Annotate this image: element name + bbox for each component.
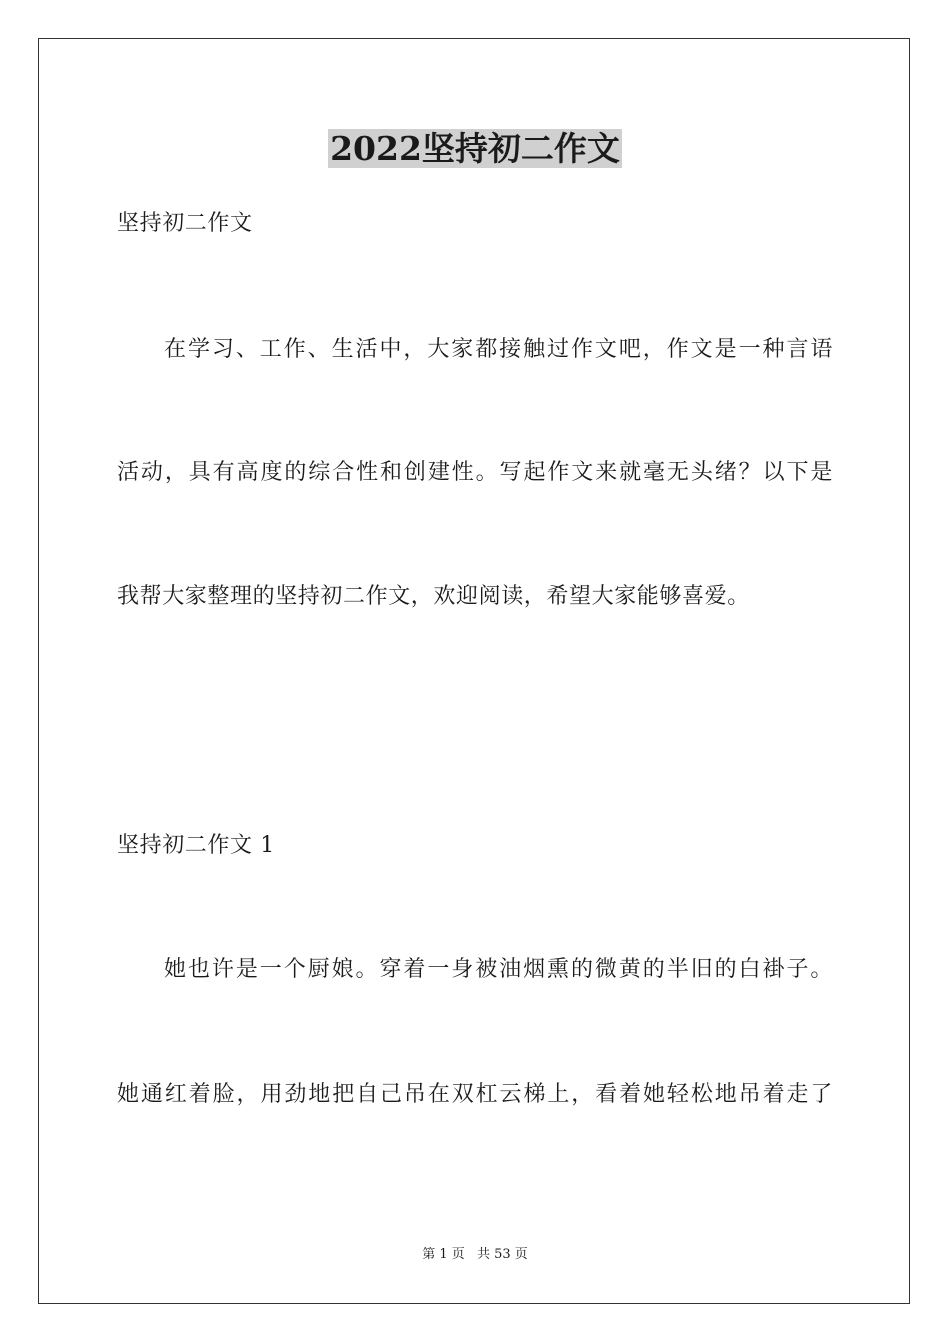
document-subtitle: 坚持初二作文 [117, 211, 253, 236]
page-total: 共 53 页 [476, 1247, 528, 1262]
intro-line-2: 活动，具有高度的综合性和创建性。写起作文来就毫无头绪？以下是 [117, 460, 833, 485]
section-line-2: 她通红着脸，用劲地把自己吊在双杠云梯上，看着她轻松地吊着走了 [117, 1082, 833, 1107]
intro-line-3: 我帮大家整理的坚持初二作文，欢迎阅读，希望大家能够喜爱。 [117, 584, 750, 609]
section-line-1: 她也许是一个厨娘。穿着一身被油烟熏的微黄的半旧的白褂子。 [164, 957, 833, 982]
section-heading: 坚持初二作文 1 [117, 833, 275, 858]
page-number: 第 1 页 [422, 1247, 465, 1262]
document-title-text: 2022坚持初二作文 [330, 129, 620, 168]
intro-line-1: 在学习、工作、生活中，大家都接触过作文吧，作文是一种言语 [164, 337, 833, 362]
document-title [0, 128, 950, 170]
page-footer [0, 1246, 950, 1264]
